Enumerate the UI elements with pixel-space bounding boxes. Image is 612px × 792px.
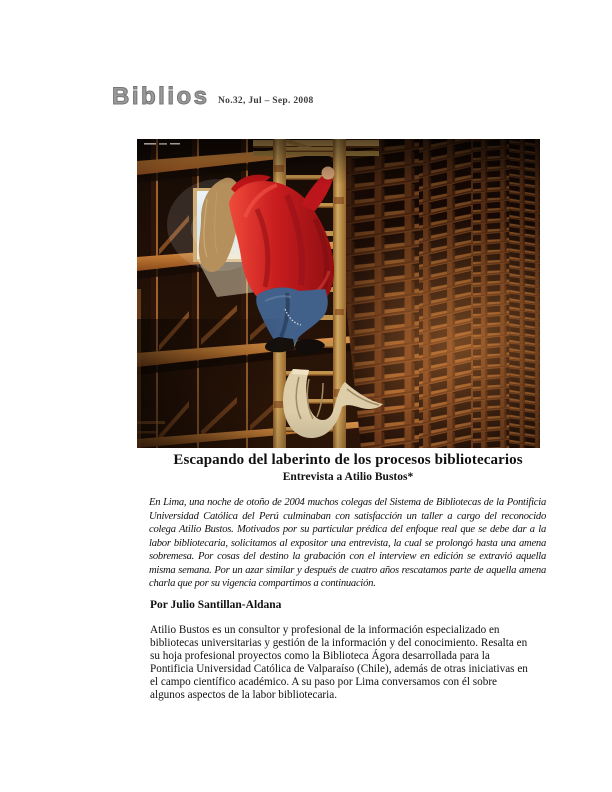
article-subtitle: Entrevista a Atilio Bustos*	[282, 471, 414, 483]
issue-info: No.32, Jul – Sep. 2008	[218, 96, 314, 106]
article-title: Escapando del laberinto de los procesos bibliotecarios	[173, 452, 523, 468]
journal-logo: Biblios	[112, 83, 210, 110]
ladder-painting	[137, 139, 540, 448]
byline: Por Julio Santillan-Aldana	[150, 599, 282, 611]
lead-paragraph: En Lima, una noche de otoño de 2004 muchos colegas del Sistema de Bibliotecas de la Pontificia Universidad Católica del Perú culminaban con satisfacción un taller a cargo del reconocido colega Atilio Bustos. Motivados por su particular prédica del enfoque real que se debe dar a la labor bibliotecaria, solicitamos al expositor una entrevista, la cual se prolongó hasta una amena sobremesa. Por cosas del destino la grabación con el interview en edición se extravió aquella misma semana. Por un azar similar y después de cuatro años rescatamos parte de aquella amena charla que por su vigencia compartimos a continuación.	[149, 497, 546, 589]
artist-credit-mark	[144, 143, 180, 145]
vignette	[137, 139, 540, 448]
article-illustration	[137, 139, 540, 448]
intro-paragraph: Atilio Bustos es un consultor y profesional de la información especializado en bibliotecas universitarias y gestión de la información y del conocimiento. Resalta en su hoja profesional proyectos como la Biblioteca Ágora desarrollada para la Pontificia Universidad Católica de Valparaíso (Chile), además de otras iniciativas en el campo científico académico. A su paso por Lima conversamos con él sobre algunos aspectos de la labor bibliotecaria.	[150, 624, 528, 702]
